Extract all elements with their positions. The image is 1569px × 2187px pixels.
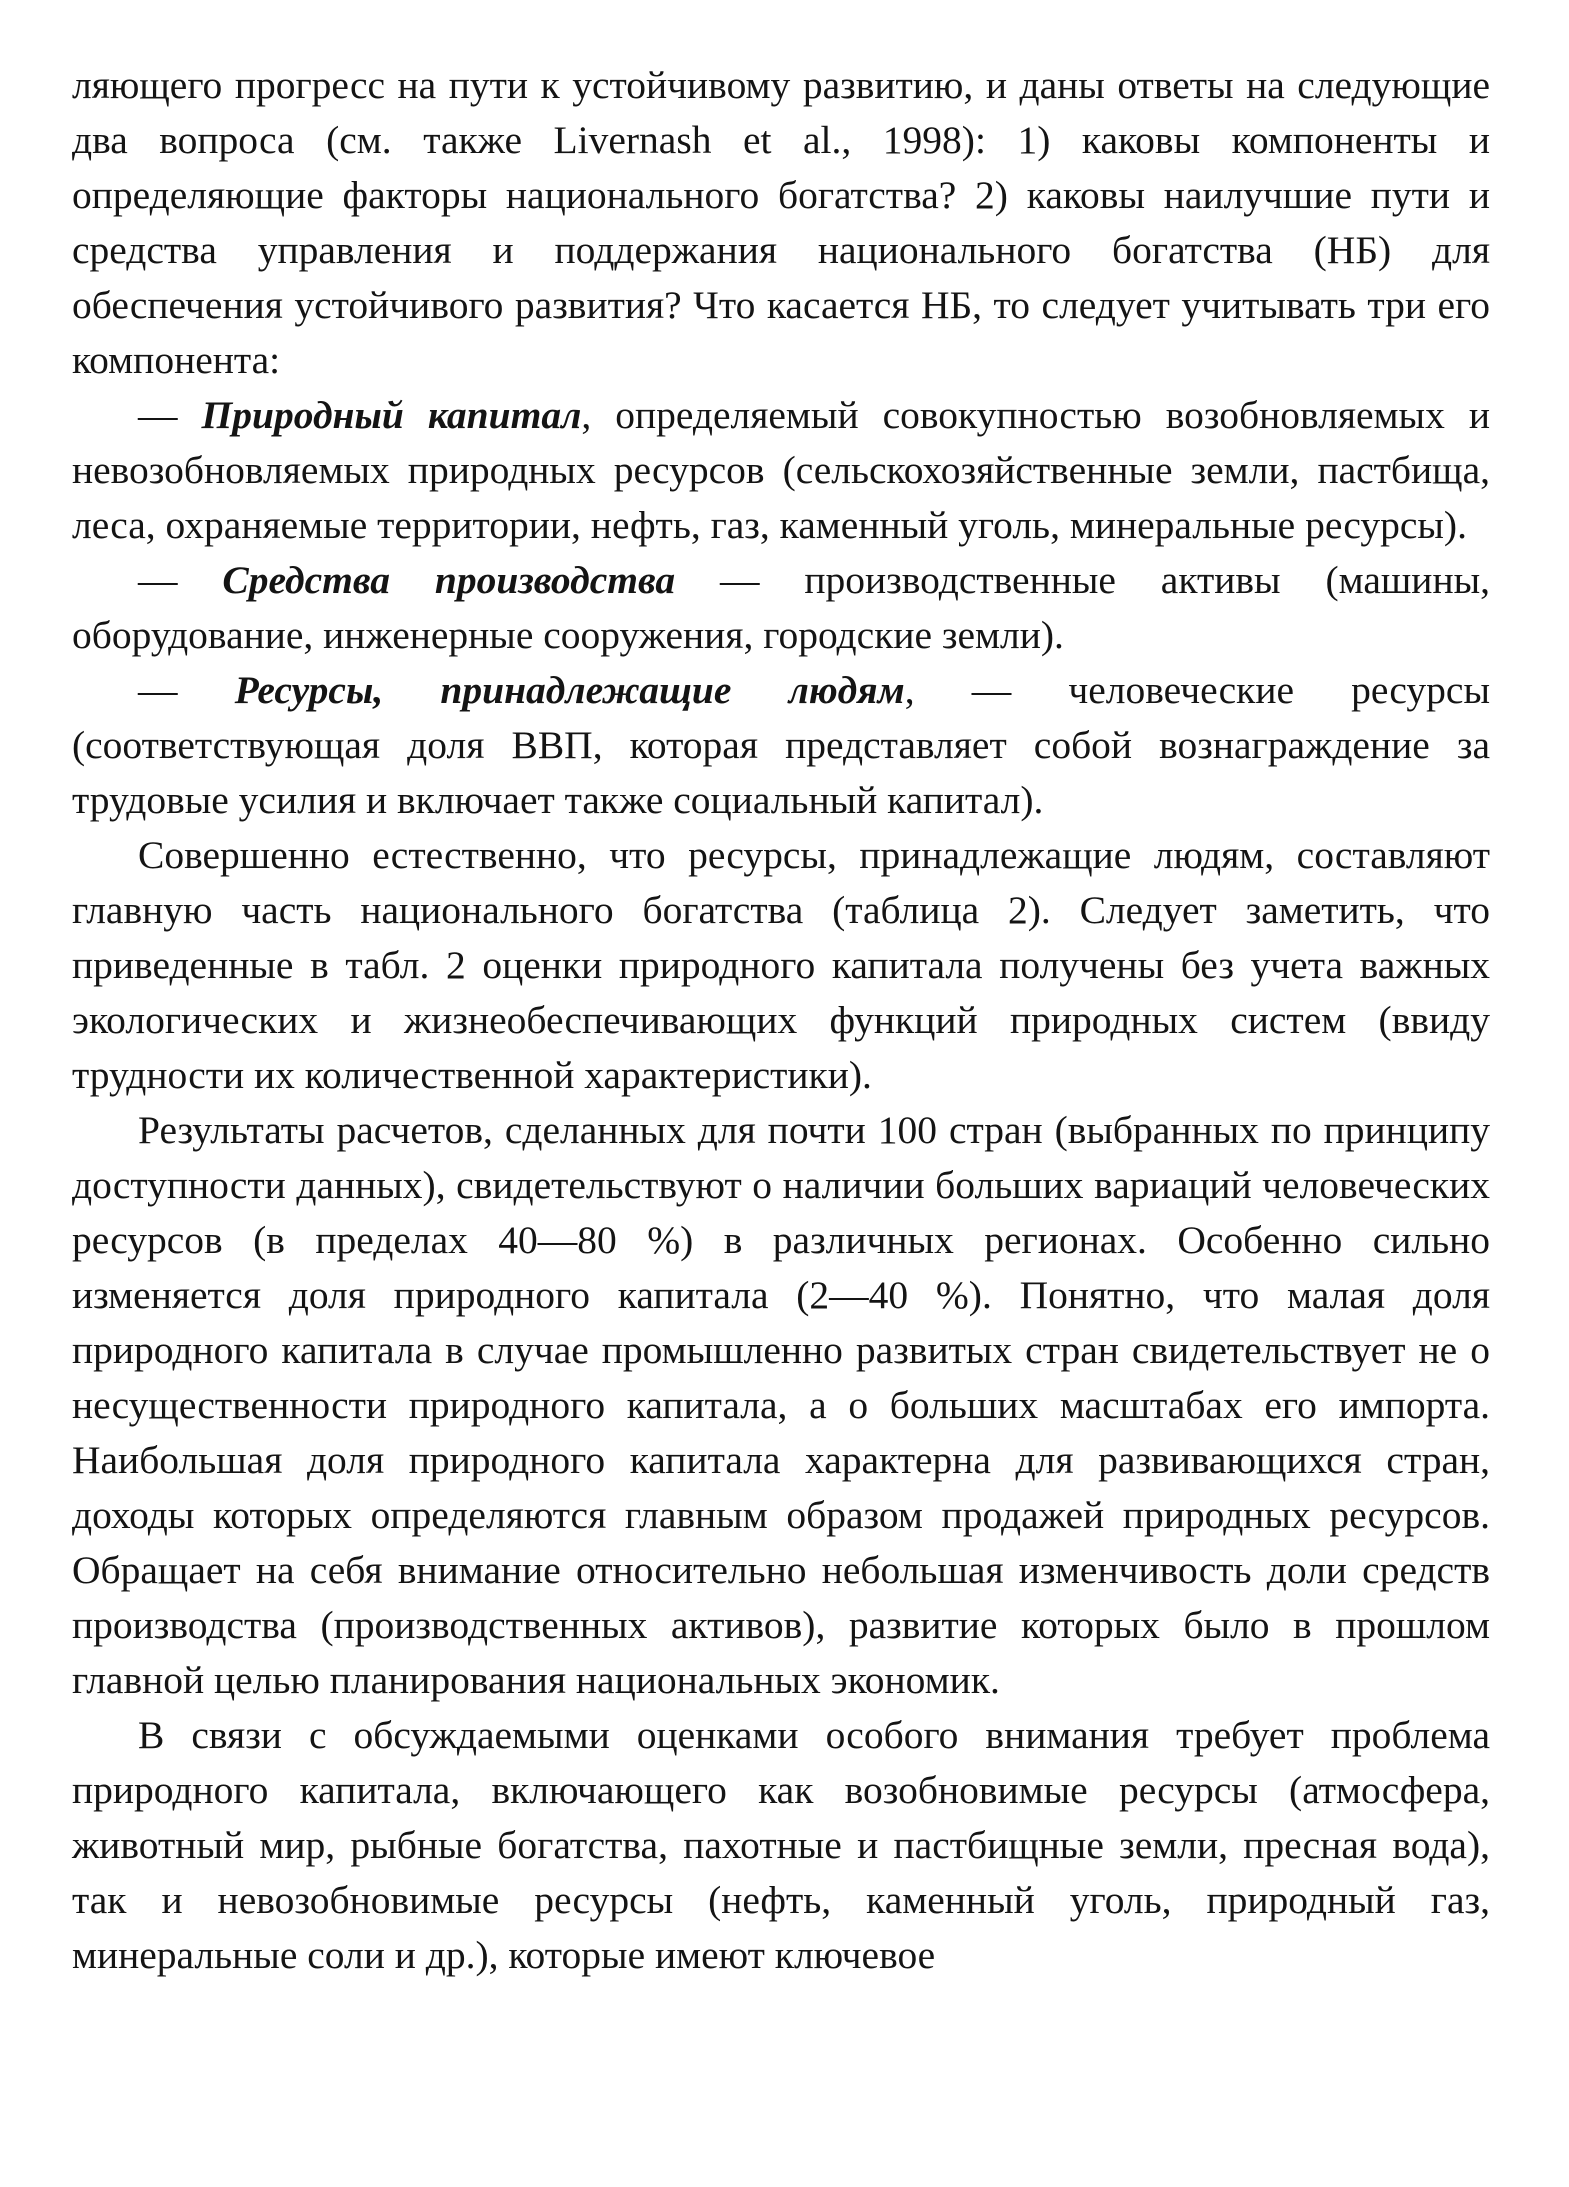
- term-means-of-production: Средства производства: [222, 558, 676, 602]
- list-item-text: — производственные активы (машины, оборудование, инженерные сооружения, городские земли).: [72, 558, 1491, 657]
- paragraph-natural-capital-problem: В связи с обсуждаемыми оценками особого внимания требует проблема природного капитала, включающего как возобновимые ресурсы (атмосфера, животный мир, рыбные богатства, пахотные и пастбищные земли, пресная вода), так и невозобновимые ресурсы (нефть, каменный уголь, природный газ, минеральные соли и др.), которые имеют ключевое: [72, 1713, 1490, 1977]
- list-item-text: , — человеческие ресурсы (соответствующая доля ВВП, которая представляет собой вознаграждение за трудовые усилия и включает также социальный капитал).: [72, 668, 1491, 822]
- list-item-means-of-production: [72, 553, 1490, 663]
- paragraph-intro: ляющего прогресс на пути к устойчивому развитию, и даны ответы на следующие два вопроса (см. также Livernash et al., 1998): 1) каковы компоненты и определяющие факторы национального богатства? 2) каковы наилучшие пути и средства управления и поддержания национального богатства (НБ) для обеспечения устойчивого развития? Что касается НБ, то следует учитывать три его компонента:: [72, 63, 1490, 382]
- list-item-text: , определяемый совокупностью возобновляемых и невозобновляемых природных ресурсов (сельскохозяйственные земли, пастбища, леса, охраняемые территории, нефть, газ, каменный уголь, минеральные ресурсы).: [72, 393, 1490, 547]
- list-item-natural-capital: [72, 388, 1490, 553]
- term-human-resources: Ресурсы, принадлежащие людям: [234, 668, 905, 712]
- list-dash: —: [138, 393, 202, 437]
- page-text: [72, 58, 1490, 1983]
- term-natural-capital: Природный капитал: [201, 393, 582, 437]
- list-dash: —: [138, 558, 223, 602]
- list-item-human-resources: [72, 663, 1490, 828]
- list-dash: —: [138, 668, 235, 712]
- paragraph-calculation-results: Результаты расчетов, сделанных для почти 100 стран (выбранных по принципу доступности данных), свидетельствуют о наличии больших вариаций человеческих ресурсов (в пределах 40—80 %) в различных регионах. Особенно сильно изменяется доля природного капитала (2—40 %). Понятно, что малая доля природного капитала в случае промышленно развитых стран свидетельствует не о несущественности природного капитала, а о больших масштабах его импорта. Наибольшая доля природного капитала характерна для развивающихся стран, доходы которых определяются главным образом продажей природных ресурсов. Обращает на себя внимание относительно небольшая изменчивость доли средств производства (производственных активов), развитие которых было в прошлом главной целью планирования национальных экономик.: [72, 1108, 1490, 1702]
- paragraph-human-resources-share: Совершенно естественно, что ресурсы, принадлежащие людям, составляют главную часть национального богатства (таблица 2). Следует заметить, что приведенные в табл. 2 оценки природного капитала получены без учета важных экологических и жизнеобеспечивающих функций природных систем (ввиду трудности их количественной характеристики).: [72, 833, 1490, 1097]
